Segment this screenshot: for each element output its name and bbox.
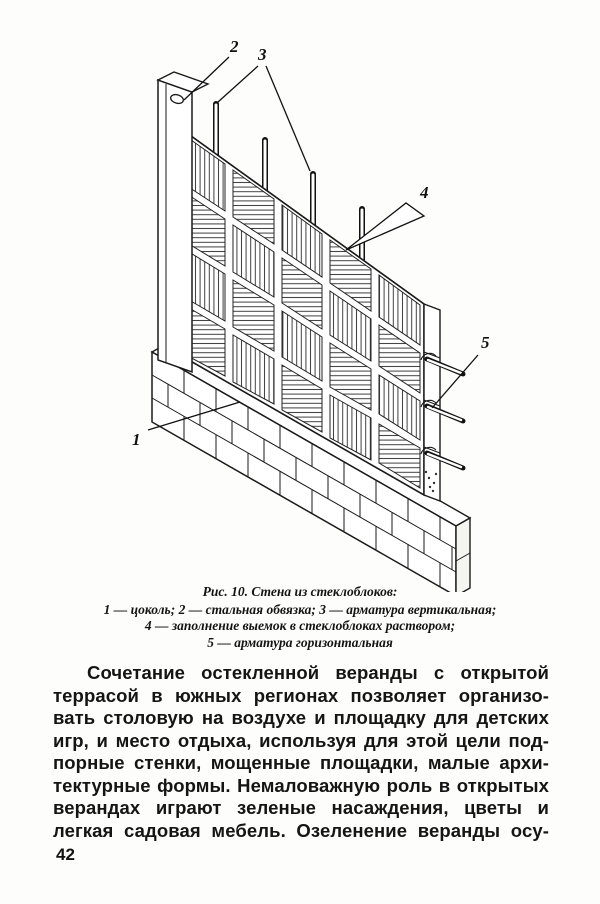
figure-label-3: 3: [258, 45, 267, 64]
body-text-line: порные стенки, мощенные площадки, малые архи-: [53, 752, 549, 773]
figure-label-1: 1: [132, 430, 141, 449]
body-text-line: верандах играют зеленые насаждения, цветы и: [53, 797, 549, 818]
figure-caption-title: Рис. 10. Стена из стеклоблоков:: [202, 584, 398, 599]
page-number: 42: [56, 845, 75, 864]
body-text-line: вать столовую на воздухе и площадку для детских: [53, 707, 549, 728]
glass-block-wall-diagram: [0, 10, 600, 592]
figure-caption-line: 4 — заполнение выемок в стеклоблоках раствором;: [144, 618, 456, 633]
figure-caption: [40, 584, 560, 651]
figure-caption-line: 1 — цоколь; 2 — стальная обвязка; 3 — арматура вертикальная;: [103, 601, 497, 617]
figure-label-5: 5: [481, 333, 490, 352]
body-paragraph: [53, 662, 549, 842]
body-text-line: тектурные формы. Немаловажную роль в открытых: [53, 774, 549, 796]
figure-caption-line: 5 — арматура горизонтальная: [207, 634, 393, 650]
wall-end-face: [421, 304, 463, 501]
figure-label-4: 4: [420, 183, 429, 202]
figure-illustration: [0, 10, 600, 592]
body-text-line: Сочетание остекленной веранды с открытой: [87, 662, 549, 683]
body-text-line: игр, и место отдыха, используя для этой цели под-: [53, 729, 549, 751]
figure-label-2: 2: [230, 37, 239, 56]
body-text-line: легкая садовая мебель. Озеленение веранды осу-: [53, 819, 549, 841]
body-text-line: террасой в южных регионах позволяет организо-: [53, 684, 549, 706]
